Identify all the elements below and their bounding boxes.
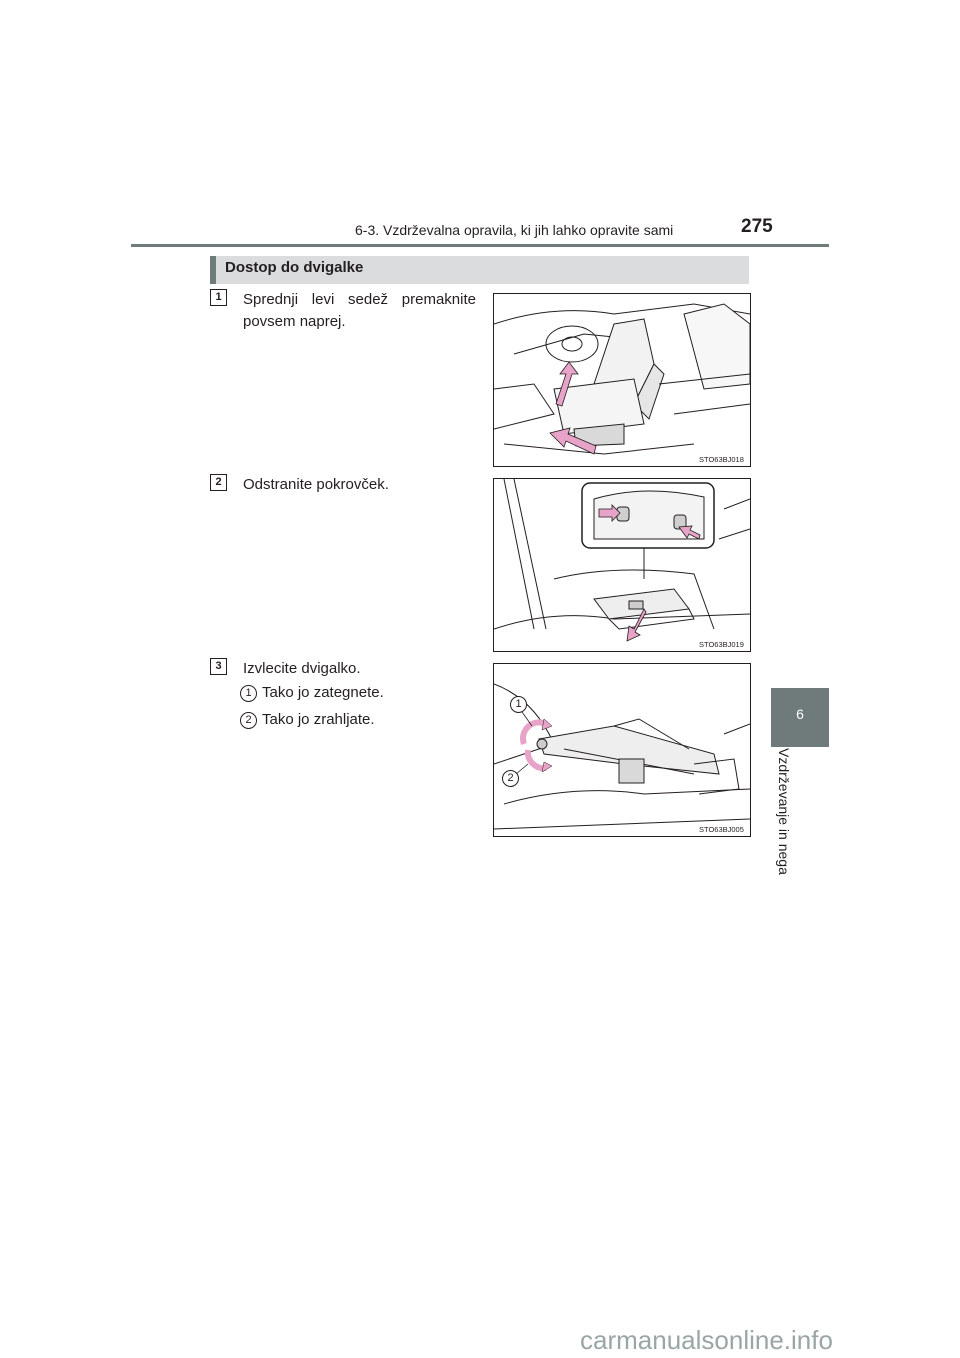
figure-remove-cover (493, 478, 751, 652)
seat-illustration (494, 294, 750, 466)
figure-code: STO63BJ019 (699, 640, 744, 649)
step-text: Odstranite pokrovček. (243, 476, 389, 493)
figure-code: STO63BJ018 (699, 455, 744, 464)
jack-illustration (494, 664, 750, 836)
step-text: Sprednji levi sedež premaknite povsem naprej. (243, 291, 476, 330)
page-number: 275 (741, 216, 773, 237)
chapter-title-container (776, 748, 816, 898)
chapter-title: Vzdrževanje in nega (776, 748, 792, 875)
callout-number: 1 (510, 696, 527, 713)
figure-seat-forward (493, 293, 751, 467)
step-number-box: 3 (210, 658, 227, 675)
step-number-box: 1 (210, 289, 227, 306)
section-title: Dostop do dvigalke (225, 259, 364, 276)
section-heading-accent (210, 256, 216, 284)
substep-number: 1 (240, 685, 257, 702)
step-number-box: 2 (210, 474, 227, 491)
watermark: carmanualsonline.info (580, 1325, 833, 1355)
header-rule (131, 244, 829, 247)
running-header: 6-3. Vzdrževalna opravila, ki jih lahko opravite sami (355, 222, 674, 238)
chapter-number: 6 (796, 706, 804, 722)
figure-pull-jack (493, 663, 751, 837)
substep-text: Tako jo zrahljate. (262, 711, 375, 728)
step-text: Izvlecite dvigalko. (243, 660, 361, 677)
figure-code: STO63BJ005 (699, 825, 744, 834)
substep-number: 2 (240, 712, 257, 729)
callout-number: 2 (502, 770, 519, 787)
substep-text: Tako jo zategnete. (262, 684, 384, 701)
cover-illustration (494, 479, 750, 651)
